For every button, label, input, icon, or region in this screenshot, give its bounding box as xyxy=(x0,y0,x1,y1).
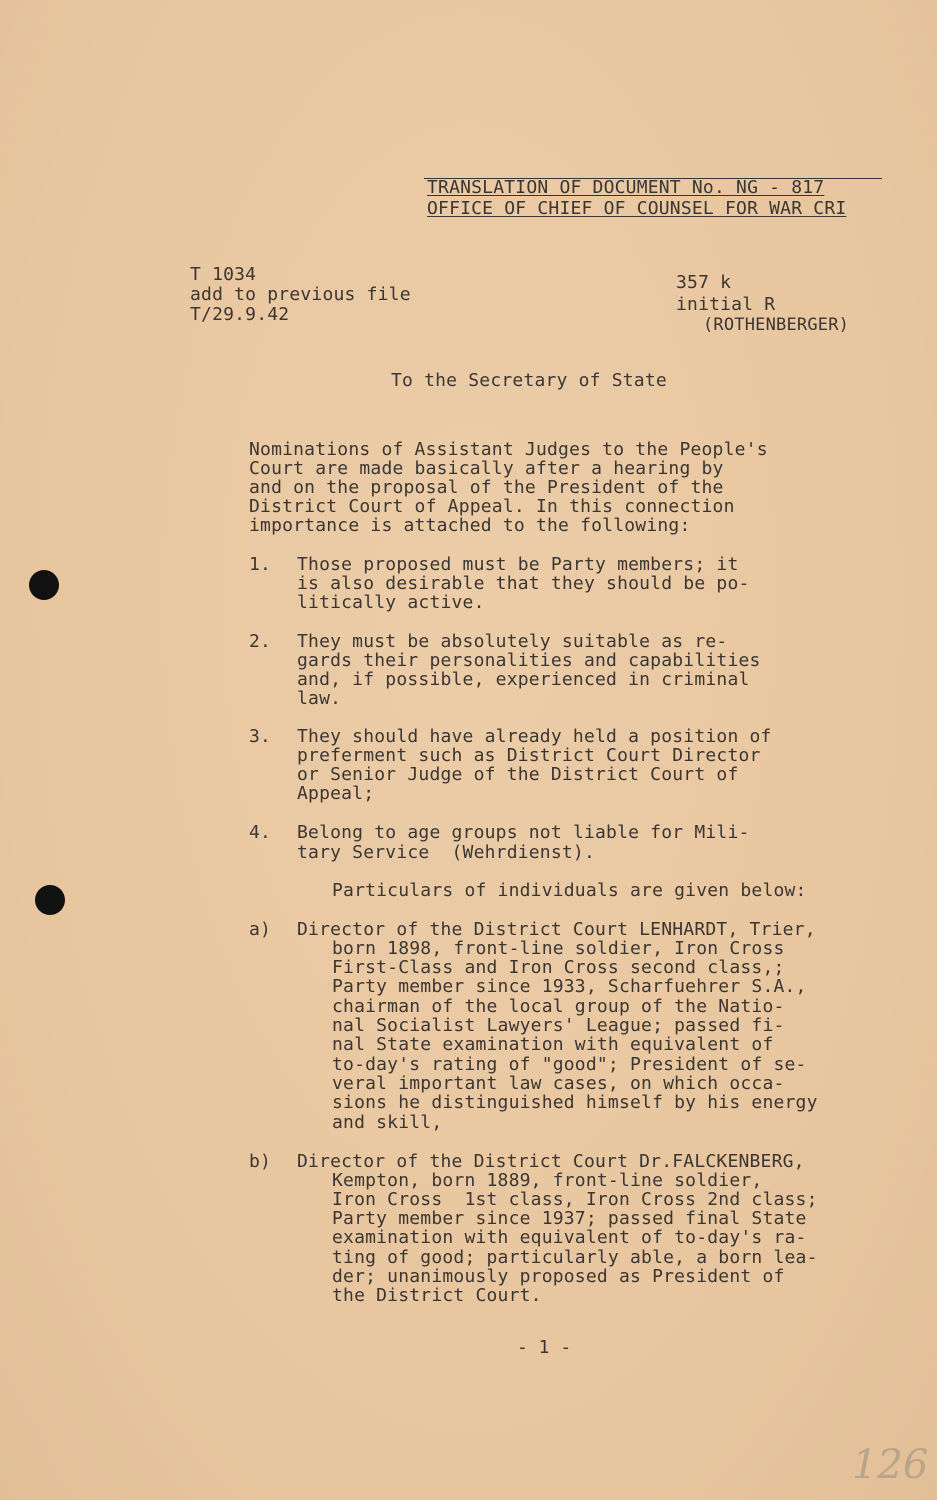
handwritten-page-number: 126 xyxy=(852,1442,929,1488)
filing-line-1: T 1034 xyxy=(190,264,257,285)
addressee: To the Secretary of State xyxy=(391,370,667,391)
requirement-number: 2. xyxy=(249,631,272,652)
initials-line-3: (ROTHENBERGER) xyxy=(703,315,850,335)
requirement-line: tary Service (Wehrdienst). xyxy=(297,842,595,863)
intro-line: and on the proposal of the President of the xyxy=(249,477,724,498)
individual-label: a) xyxy=(249,919,272,940)
individual-line: and skill, xyxy=(332,1112,443,1133)
individual-line: Kempton, born 1889, front-line soldier, xyxy=(332,1170,763,1191)
requirement-line: preferment such as District Court Director xyxy=(297,745,761,766)
initials-line-1: 357 k xyxy=(676,272,732,293)
requirement-number: 4. xyxy=(249,822,272,843)
individual-line: Iron Cross 1st class, Iron Cross 2nd class; xyxy=(332,1189,818,1210)
individual-line: veral important law cases, on which occa- xyxy=(332,1073,785,1094)
requirement-number: 1. xyxy=(249,554,272,575)
header-line-2: OFFICE OF CHIEF OF COUNSEL FOR WAR CRI xyxy=(427,198,847,219)
requirement-line: and, if possible, experienced in criminal xyxy=(297,669,750,690)
individual-line: examination with equivalent of to-day's ra- xyxy=(332,1227,807,1248)
individual-line: Director of the District Court LENHARDT, Trier, xyxy=(297,919,816,940)
intro-line: District Court of Appeal. In this connection xyxy=(249,496,735,517)
individual-line: nal Socialist Lawyers' League; passed fi- xyxy=(332,1015,785,1036)
individual-line: Party member since 1937; passed final State xyxy=(332,1208,807,1229)
individual-line: nal State examination with equivalent of xyxy=(332,1034,774,1055)
filing-line-3: T/29.9.42 xyxy=(190,304,290,325)
individual-line: born 1898, front-line soldier, Iron Cross xyxy=(332,938,785,959)
individual-line: Director of the District Court Dr.FALCKENBERG, xyxy=(297,1151,805,1172)
individual-line: to-day's rating of "good"; President of se- xyxy=(332,1054,807,1075)
requirement-line: gards their personalities and capabilities xyxy=(297,650,761,671)
requirement-line: or Senior Judge of the District Court of xyxy=(297,764,739,785)
requirement-line: Belong to age groups not liable for Mili- xyxy=(297,822,750,843)
individual-line: Party member since 1933, Scharfuehrer S.A., xyxy=(332,976,807,997)
individual-line: sions he distinguished himself by his energy xyxy=(332,1092,818,1113)
initials-line-2: initial R xyxy=(676,294,776,315)
requirement-line: Appeal; xyxy=(297,783,375,804)
requirement-line: Those proposed must be Party members; it xyxy=(297,554,739,575)
requirement-line: They must be absolutely suitable as re- xyxy=(297,631,728,652)
punch-hole xyxy=(35,885,65,915)
individual-line: chairman of the local group of the Natio- xyxy=(332,996,785,1017)
individual-line: the District Court. xyxy=(332,1285,542,1306)
intro-line: importance is attached to the following: xyxy=(249,515,691,536)
intro-line: Court are made basically after a hearing by xyxy=(249,458,724,479)
punch-hole xyxy=(29,570,59,600)
individual-line: der; unanimously proposed as President of xyxy=(332,1266,785,1287)
intro-line: Nominations of Assistant Judges to the People's xyxy=(249,439,768,460)
individual-line: ting of good; particularly able, a born lea- xyxy=(332,1247,818,1268)
requirement-line: litically active. xyxy=(297,592,485,613)
particulars-heading: Particulars of individuals are given below: xyxy=(332,880,807,901)
requirement-number: 3. xyxy=(249,726,272,747)
header-line-1: TRANSLATION OF DOCUMENT No. NG - 817 xyxy=(427,177,825,198)
requirement-line: is also desirable that they should be po- xyxy=(297,573,750,594)
individual-label: b) xyxy=(249,1151,272,1172)
page-number: - 1 - xyxy=(517,1337,572,1358)
individual-line: First-Class and Iron Cross second class,; xyxy=(332,957,785,978)
requirement-line: They should have already held a position of xyxy=(297,726,772,747)
filing-line-2: add to previous file xyxy=(190,284,411,305)
requirement-line: law. xyxy=(297,688,342,709)
